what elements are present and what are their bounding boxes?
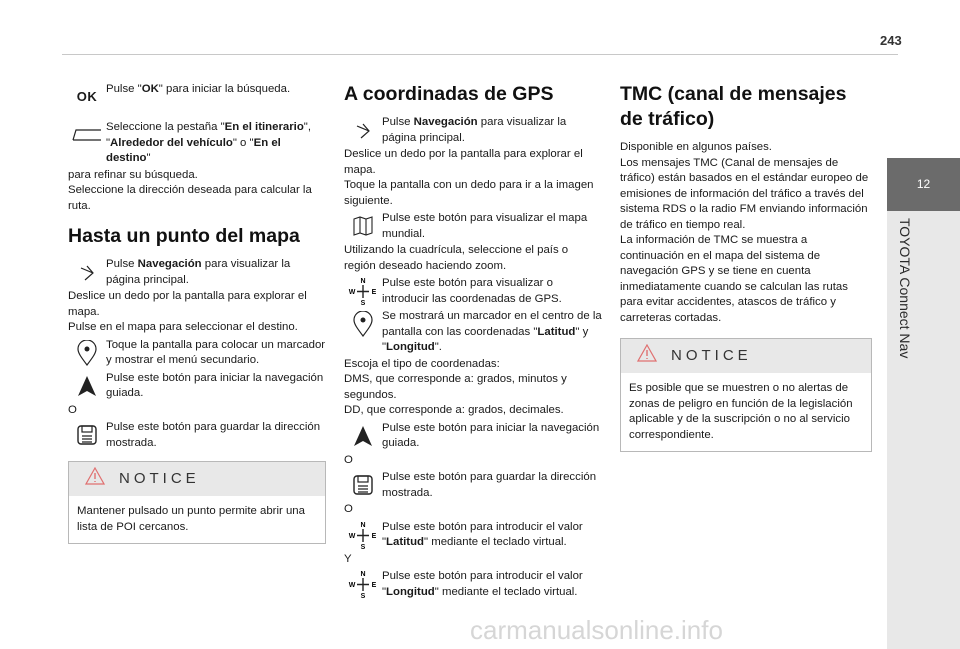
notice-text: Mantener pulsado un punto permite abrir una lista de POI cercanos. xyxy=(77,505,305,533)
or-text: O xyxy=(68,403,77,416)
tmc-availability: Disponible en algunos países. xyxy=(620,141,772,153)
go-instruction-2: Pulse este botón para iniciar la navegación guiada. xyxy=(382,421,600,449)
pin-instruction: Toque la pantalla para colocar un marcador y mostrar el menú secundario. xyxy=(106,338,326,366)
notice-title-2: NOTICE xyxy=(671,347,752,365)
chapter-title: TOYOTA Connect Nav xyxy=(897,218,913,359)
pin-row xyxy=(68,338,326,369)
tmc-display: La información de TMC se muestra a continuación en el mapa del sistema de navegación GPS y se tiene en cuenta inmediatamente cuando se calculan las rutas para evitar accidentes, atascos de tráfico y carreteras cortadas. xyxy=(620,234,848,324)
lat-row xyxy=(344,520,602,551)
svg-text:W: W xyxy=(348,289,356,296)
nav-instruction: Pulse Navegación para visualizar la página principal. xyxy=(106,258,291,286)
go-row xyxy=(68,371,326,402)
svg-text:N: N xyxy=(360,521,366,529)
nav-row-2 xyxy=(344,115,602,146)
compass-row xyxy=(344,276,602,307)
pin-instruction-2: Se mostrará un marcador en el centro de la pantalla con las coordenadas "Latitud" y "Longitud". xyxy=(382,310,602,353)
svg-text:E: E xyxy=(371,532,377,540)
page-number: 243 xyxy=(880,33,902,48)
notice-header-2 xyxy=(621,339,871,373)
svg-text:N: N xyxy=(360,571,366,578)
slide-text-2: Deslice un dedo por la pantalla para explorar el mapa. xyxy=(344,148,583,176)
notice-box-2 xyxy=(620,338,872,452)
compass-icon xyxy=(344,276,382,306)
navigation-icon xyxy=(68,257,106,287)
choose-text: Escoja el tipo de coordenadas: xyxy=(344,357,500,370)
save-icon xyxy=(68,420,106,450)
save-icon xyxy=(344,470,382,500)
compass-icon xyxy=(344,520,382,550)
tab-row xyxy=(68,120,326,167)
guidance-arrow-icon xyxy=(344,421,382,451)
select-text: Seleccione la dirección deseada para calcular la ruta. xyxy=(68,184,312,212)
footer-watermark: carmanualsonline.info xyxy=(470,615,723,645)
compass-icon xyxy=(344,569,382,599)
or-text-2: O xyxy=(344,503,353,515)
heading-map-point: Hasta un punto del mapa xyxy=(68,225,300,247)
save-instruction-2: Pulse este botón para guardar la dirección mostrada. xyxy=(382,471,597,499)
dms-text: DMS, que corresponde a: grados, minutos y segundos. xyxy=(344,373,567,401)
tmc-description: Los mensajes TMC (Canal de mensajes de tráfico) están basados en el estándar europeo de emisiones de información del tráfico a través del sistema RDS o la radio FM enviando información de tráfico en tiempo real. xyxy=(620,156,869,231)
warning-icon xyxy=(637,344,657,368)
lon-row xyxy=(344,569,602,600)
save-row-2 xyxy=(344,470,602,501)
lat-instruction: Pulse este botón para introducir el valor "Latitud" mediante el teclado virtual. xyxy=(382,520,583,548)
go-row-2 xyxy=(344,421,602,452)
column-2 xyxy=(344,76,602,601)
chapter-number-tab: 12 xyxy=(887,158,960,211)
ok-instruction: Pulse "OK" para iniciar la búsqueda. xyxy=(106,83,291,95)
guidance-arrow-icon xyxy=(68,371,106,401)
save-instruction: Pulse este botón para guardar la dirección mostrada. xyxy=(106,421,321,449)
svg-text:E: E xyxy=(371,289,377,296)
ok-icon: OK xyxy=(76,89,98,105)
ok-row xyxy=(68,82,326,112)
svg-text:N: N xyxy=(360,278,366,285)
world-instruction: Pulse este botón para visualizar el mapa mundial. xyxy=(382,212,588,240)
svg-text:S: S xyxy=(360,593,366,599)
refine-text: para refinar su búsqueda. xyxy=(68,168,198,181)
notice-header xyxy=(69,462,325,496)
navigation-icon xyxy=(344,115,382,145)
and-text: Y xyxy=(344,552,352,565)
notice-text-2: Es posible que se muestren o no alertas de zonas de peligro en función de la legislación aplicable y de la suscripción o no al servicio correspondiente. xyxy=(629,382,853,441)
nav-row xyxy=(68,257,326,288)
map-pin-icon xyxy=(344,309,382,339)
svg-text:W: W xyxy=(348,532,356,540)
pin-row-2 xyxy=(344,309,602,356)
warning-icon xyxy=(85,467,105,491)
compass-instruction: Pulse este botón para visualizar o introducir las coordenadas de GPS. xyxy=(382,277,562,305)
go-instruction: Pulse este botón para iniciar la navegación guiada. xyxy=(106,371,324,399)
svg-text:E: E xyxy=(371,582,377,589)
slide-text: Deslice un dedo por la pantalla para explorar el mapa. xyxy=(68,290,307,318)
save-row xyxy=(68,420,326,451)
tab-instruction: Seleccione la pestaña "En el itinerario", "Alrededor del vehículo" o "En el destino" xyxy=(106,121,312,164)
grid-text: Utilizando la cuadrícula, seleccione el país o región deseado haciendo zoom. xyxy=(344,244,569,272)
svg-text:S: S xyxy=(360,543,366,550)
or-text-1: O xyxy=(344,453,353,466)
column-3 xyxy=(620,76,872,452)
svg-text:W: W xyxy=(348,582,356,589)
column-1 xyxy=(68,80,326,544)
svg-text:S: S xyxy=(360,300,366,306)
world-map-icon xyxy=(344,211,382,241)
heading-gps: A coordinadas de GPS xyxy=(344,83,554,105)
dd-text: DD, que corresponde a: grados, decimales. xyxy=(344,404,564,416)
heading-tmc: TMC (canal de mensajes de tráfico) xyxy=(620,83,847,130)
header-rule xyxy=(62,54,898,55)
notice-title: NOTICE xyxy=(119,470,200,488)
touch-text: Toque la pantalla con un dedo para ir a la imagen siguiente. xyxy=(344,179,594,207)
map-pin-icon xyxy=(68,338,106,368)
lon-instruction: Pulse este botón para introducir el valor "Longitud" mediante el teclado virtual. xyxy=(382,570,583,598)
tab-icon xyxy=(68,120,106,150)
notice-box xyxy=(68,461,326,544)
press-text: Pulse en el mapa para seleccionar el destino. xyxy=(68,321,298,333)
nav-instruction-2: Pulse Navegación para visualizar la página principal. xyxy=(382,116,567,144)
world-row xyxy=(344,211,602,242)
